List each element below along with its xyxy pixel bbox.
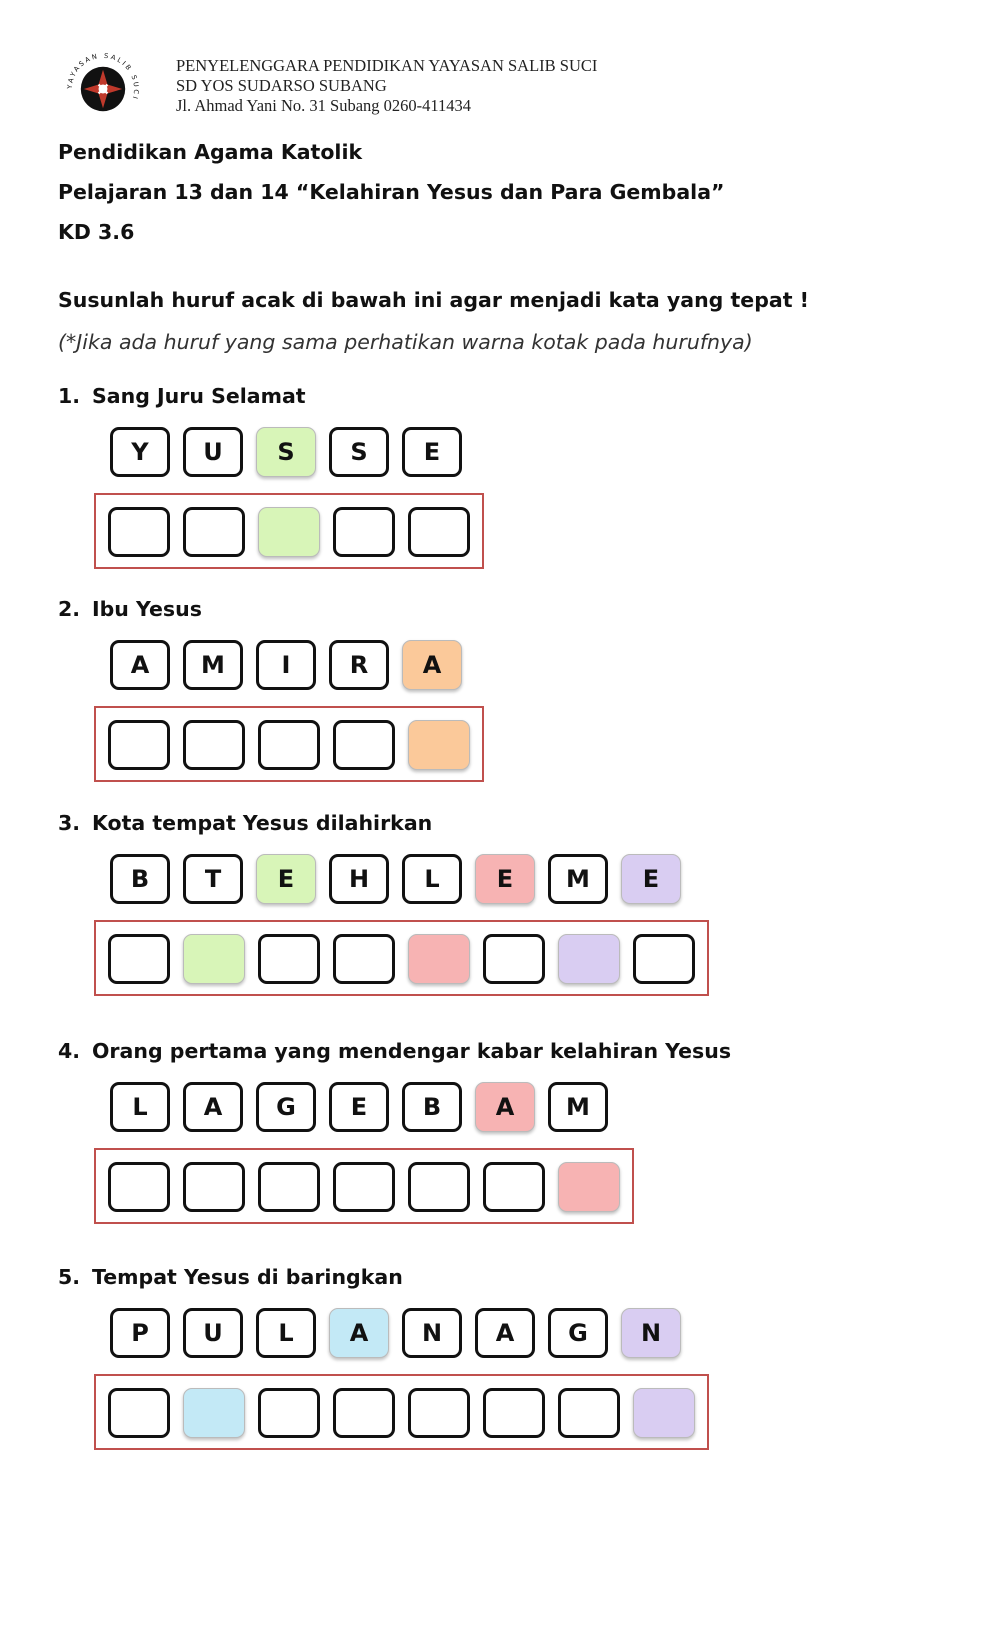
- letter-tile[interactable]: T: [183, 854, 243, 904]
- answer-slot[interactable]: [408, 507, 470, 557]
- answer-slots: [108, 507, 470, 557]
- letter-tile[interactable]: N: [402, 1308, 462, 1358]
- letter-tile[interactable]: E: [475, 854, 535, 904]
- letter-tile[interactable]: Y: [110, 427, 170, 477]
- answer-slot[interactable]: [408, 934, 470, 984]
- letter-tile[interactable]: A: [475, 1308, 535, 1358]
- letter-tile[interactable]: E: [621, 854, 681, 904]
- answer-slot[interactable]: [333, 934, 395, 984]
- answer-slot[interactable]: [108, 720, 170, 770]
- letter-tile[interactable]: S: [329, 427, 389, 477]
- answer-slot[interactable]: [558, 1388, 620, 1438]
- answer-slots: [108, 720, 470, 770]
- answer-slot[interactable]: [183, 934, 245, 984]
- question-5: [58, 1265, 958, 1465]
- answer-slot[interactable]: [183, 1162, 245, 1212]
- answer-slot[interactable]: [558, 934, 620, 984]
- question-number: 2.: [58, 597, 81, 621]
- answer-slot[interactable]: [333, 720, 395, 770]
- question-2: [58, 597, 958, 797]
- letter-tile[interactable]: L: [110, 1082, 170, 1132]
- letter-tile[interactable]: I: [256, 640, 316, 690]
- answer-slot[interactable]: [108, 1162, 170, 1212]
- scrambled-letters: [110, 1082, 608, 1132]
- letter-tile[interactable]: A: [110, 640, 170, 690]
- answer-slot[interactable]: [558, 1162, 620, 1212]
- letter-tile[interactable]: N: [621, 1308, 681, 1358]
- question-1: [58, 384, 958, 584]
- scrambled-letters: [110, 854, 681, 904]
- lesson-title: Pelajaran 13 dan 14 “Kelahiran Yesus dan Para Gembala”: [58, 180, 725, 204]
- foundation-name: PENYELENGGARA PENDIDIKAN YAYASAN SALIB SUCI: [176, 56, 598, 75]
- letterhead: [60, 52, 660, 132]
- svg-text:YAYASAN SALIB SUCI: YAYASAN SALIB SUCI: [66, 52, 140, 102]
- answer-slots: [108, 1162, 620, 1212]
- answer-slot[interactable]: [333, 507, 395, 557]
- answer-slot[interactable]: [183, 1388, 245, 1438]
- letter-tile[interactable]: A: [329, 1308, 389, 1358]
- answer-slot[interactable]: [483, 1162, 545, 1212]
- answer-slot[interactable]: [108, 1388, 170, 1438]
- question-4: [58, 1039, 958, 1239]
- question-3: [58, 811, 958, 1011]
- answer-slot[interactable]: [408, 1388, 470, 1438]
- question-clue: Orang pertama yang mendengar kabar kelahiran Yesus: [92, 1039, 732, 1063]
- letter-tile[interactable]: B: [110, 854, 170, 904]
- answer-slot[interactable]: [258, 1388, 320, 1438]
- answer-slot[interactable]: [333, 1162, 395, 1212]
- letter-tile[interactable]: A: [402, 640, 462, 690]
- question-number: 4.: [58, 1039, 81, 1063]
- question-title: [58, 384, 958, 418]
- letter-tile[interactable]: E: [329, 1082, 389, 1132]
- letter-tile[interactable]: E: [402, 427, 462, 477]
- letter-tile[interactable]: A: [475, 1082, 535, 1132]
- question-clue: Tempat Yesus di baringkan: [92, 1265, 403, 1289]
- question-number: 3.: [58, 811, 81, 835]
- letter-tile[interactable]: R: [329, 640, 389, 690]
- question-number: 5.: [58, 1265, 81, 1289]
- answer-slot[interactable]: [108, 934, 170, 984]
- answer-slot[interactable]: [408, 720, 470, 770]
- letter-tile[interactable]: U: [183, 1308, 243, 1358]
- answer-slot[interactable]: [183, 720, 245, 770]
- answer-box: [94, 706, 484, 782]
- scrambled-letters: [110, 427, 462, 477]
- answer-slots: [108, 1388, 695, 1438]
- answer-slot[interactable]: [258, 507, 320, 557]
- question-clue: Kota tempat Yesus dilahirkan: [92, 811, 433, 835]
- letter-tile[interactable]: G: [548, 1308, 608, 1358]
- answer-slot[interactable]: [258, 720, 320, 770]
- answer-slot[interactable]: [633, 934, 695, 984]
- answer-slot[interactable]: [108, 507, 170, 557]
- letter-tile[interactable]: U: [183, 427, 243, 477]
- scrambled-letters: [110, 1308, 681, 1358]
- school-info: [176, 56, 597, 116]
- answer-slot[interactable]: [483, 1388, 545, 1438]
- letter-tile[interactable]: P: [110, 1308, 170, 1358]
- answer-box: [94, 493, 484, 569]
- instruction: Susunlah huruf acak di bawah ini agar menjadi kata yang tepat !: [58, 288, 809, 312]
- letter-tile[interactable]: L: [256, 1308, 316, 1358]
- question-number: 1.: [58, 384, 81, 408]
- question-title: [58, 1265, 958, 1299]
- school-name: SD YOS SUDARSO SUBANG: [176, 76, 387, 95]
- letter-tile[interactable]: A: [183, 1082, 243, 1132]
- letter-tile[interactable]: H: [329, 854, 389, 904]
- answer-box: [94, 1148, 634, 1224]
- answer-box: [94, 920, 709, 996]
- instruction-note: (*Jika ada huruf yang sama perhatikan warna kotak pada hurufnya): [58, 330, 753, 354]
- answer-slots: [108, 934, 695, 984]
- answer-slot[interactable]: [258, 934, 320, 984]
- letter-tile[interactable]: M: [183, 640, 243, 690]
- kd-label: KD 3.6: [58, 220, 135, 244]
- letter-tile[interactable]: G: [256, 1082, 316, 1132]
- answer-slot[interactable]: [408, 1162, 470, 1212]
- answer-box: [94, 1374, 709, 1450]
- answer-slot[interactable]: [333, 1388, 395, 1438]
- letter-tile[interactable]: M: [548, 1082, 608, 1132]
- question-clue: Ibu Yesus: [92, 597, 202, 621]
- question-title: [58, 597, 958, 631]
- scrambled-letters: [110, 640, 462, 690]
- letter-tile[interactable]: L: [402, 854, 462, 904]
- school-address: Jl. Ahmad Yani No. 31 Subang 0260-411434: [176, 96, 472, 115]
- letter-tile[interactable]: E: [256, 854, 316, 904]
- question-title: [58, 1039, 958, 1073]
- school-logo-icon: [66, 52, 140, 126]
- answer-slot[interactable]: [258, 1162, 320, 1212]
- question-clue: Sang Juru Selamat: [92, 384, 306, 408]
- subject-title: Pendidikan Agama Katolik: [58, 140, 363, 164]
- letter-tile[interactable]: M: [548, 854, 608, 904]
- letter-tile[interactable]: S: [256, 427, 316, 477]
- answer-slot[interactable]: [183, 507, 245, 557]
- answer-slot[interactable]: [633, 1388, 695, 1438]
- question-title: [58, 811, 958, 845]
- letter-tile[interactable]: B: [402, 1082, 462, 1132]
- answer-slot[interactable]: [483, 934, 545, 984]
